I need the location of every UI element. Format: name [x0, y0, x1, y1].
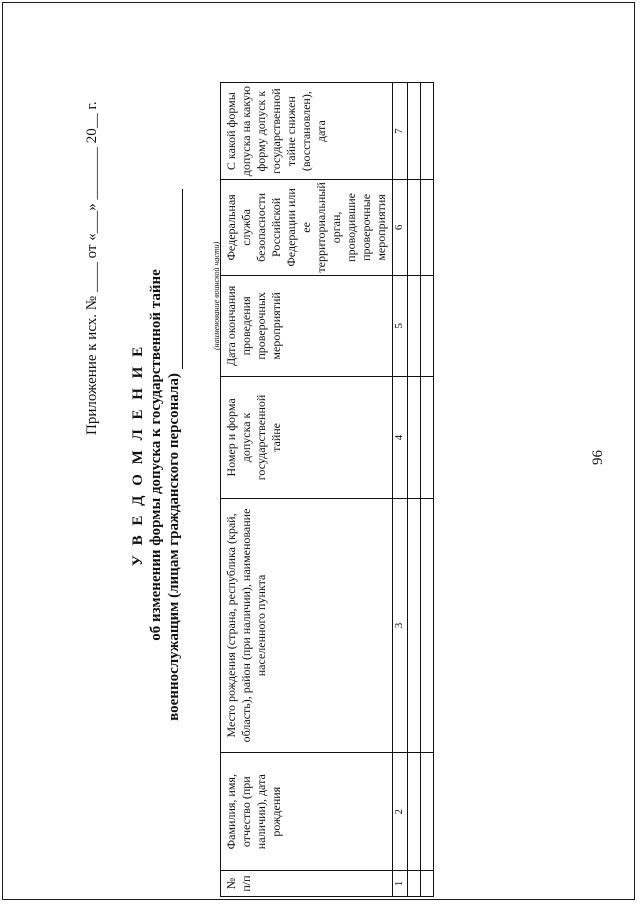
table-cell [407, 753, 420, 871]
table-cell [420, 377, 433, 498]
table-cell [420, 871, 433, 897]
number-cell: 6 [393, 180, 408, 275]
unit-name-caption: (наименование воинской части) [212, 241, 221, 350]
table-cell [407, 275, 420, 377]
table-cell [420, 180, 433, 275]
number-cell: 1 [393, 871, 408, 897]
appendix-month-blank: _______ [84, 147, 100, 200]
appendix-day-blank: ___ [84, 210, 100, 234]
table-header-row [221, 83, 393, 897]
page-number: 96 [590, 450, 606, 465]
table-cell [420, 83, 433, 180]
table-cell [407, 871, 420, 897]
table-row [407, 83, 420, 897]
number-cell: 2 [393, 753, 408, 871]
number-cell: 4 [393, 377, 408, 498]
table-cell [420, 275, 433, 377]
header-cell: С какой формы допуска на какую форму допуск к государственной тайне снижен (восстановлен), дата [221, 83, 393, 180]
table-cell [420, 498, 433, 753]
number-cell: 7 [393, 83, 408, 180]
table-cell [407, 498, 420, 753]
appendix-year-suffix: г. [84, 101, 100, 110]
appendix-number-blank: ____ [84, 262, 100, 293]
table-cell [407, 180, 420, 275]
appendix-line [84, 101, 101, 435]
subtitle-2-text: военнослужащим (лицам гражданского персонала) [166, 373, 182, 721]
appendix-from: от « [84, 233, 100, 259]
appendix-year-blank: __ [84, 113, 100, 129]
number-cell: 5 [393, 275, 408, 377]
document-subtitle: об изменении формы допуска к государственной тайне [148, 269, 164, 641]
header-cell: Фамилия, имя, отчество (при наличии), дата рождения [221, 753, 393, 871]
number-cell: 3 [393, 498, 408, 753]
table-cell [420, 753, 433, 871]
appendix-prefix: Приложение к исх. № [84, 295, 100, 435]
header-cell: Федеральная служба безопасности Российской Федерации или ее территориальный орган, проводившие проверочные мероприятия [221, 180, 393, 275]
header-cell: Дата окончания проведения проверочных мероприятий [221, 275, 393, 377]
table-row [420, 83, 433, 897]
table-cell [407, 83, 420, 180]
notice-table [220, 82, 434, 897]
appendix-close: » [84, 203, 100, 211]
appendix-year-prefix: 20 [84, 128, 100, 144]
header-cell: № п/п [221, 871, 393, 897]
table-number-row [393, 83, 408, 897]
unit-name-line [182, 189, 183, 369]
header-cell: Номер и форма допуска к государственной тайне [221, 377, 393, 498]
header-cell: Место рождения (страна, республика (край, область), район (при наличии), наименование населенного пункта [221, 498, 393, 753]
document-subtitle-2 [166, 165, 183, 745]
document-title: У В Е Д О М Л Е Н И Е [130, 343, 146, 567]
table-cell [407, 377, 420, 498]
title-block [130, 165, 183, 745]
